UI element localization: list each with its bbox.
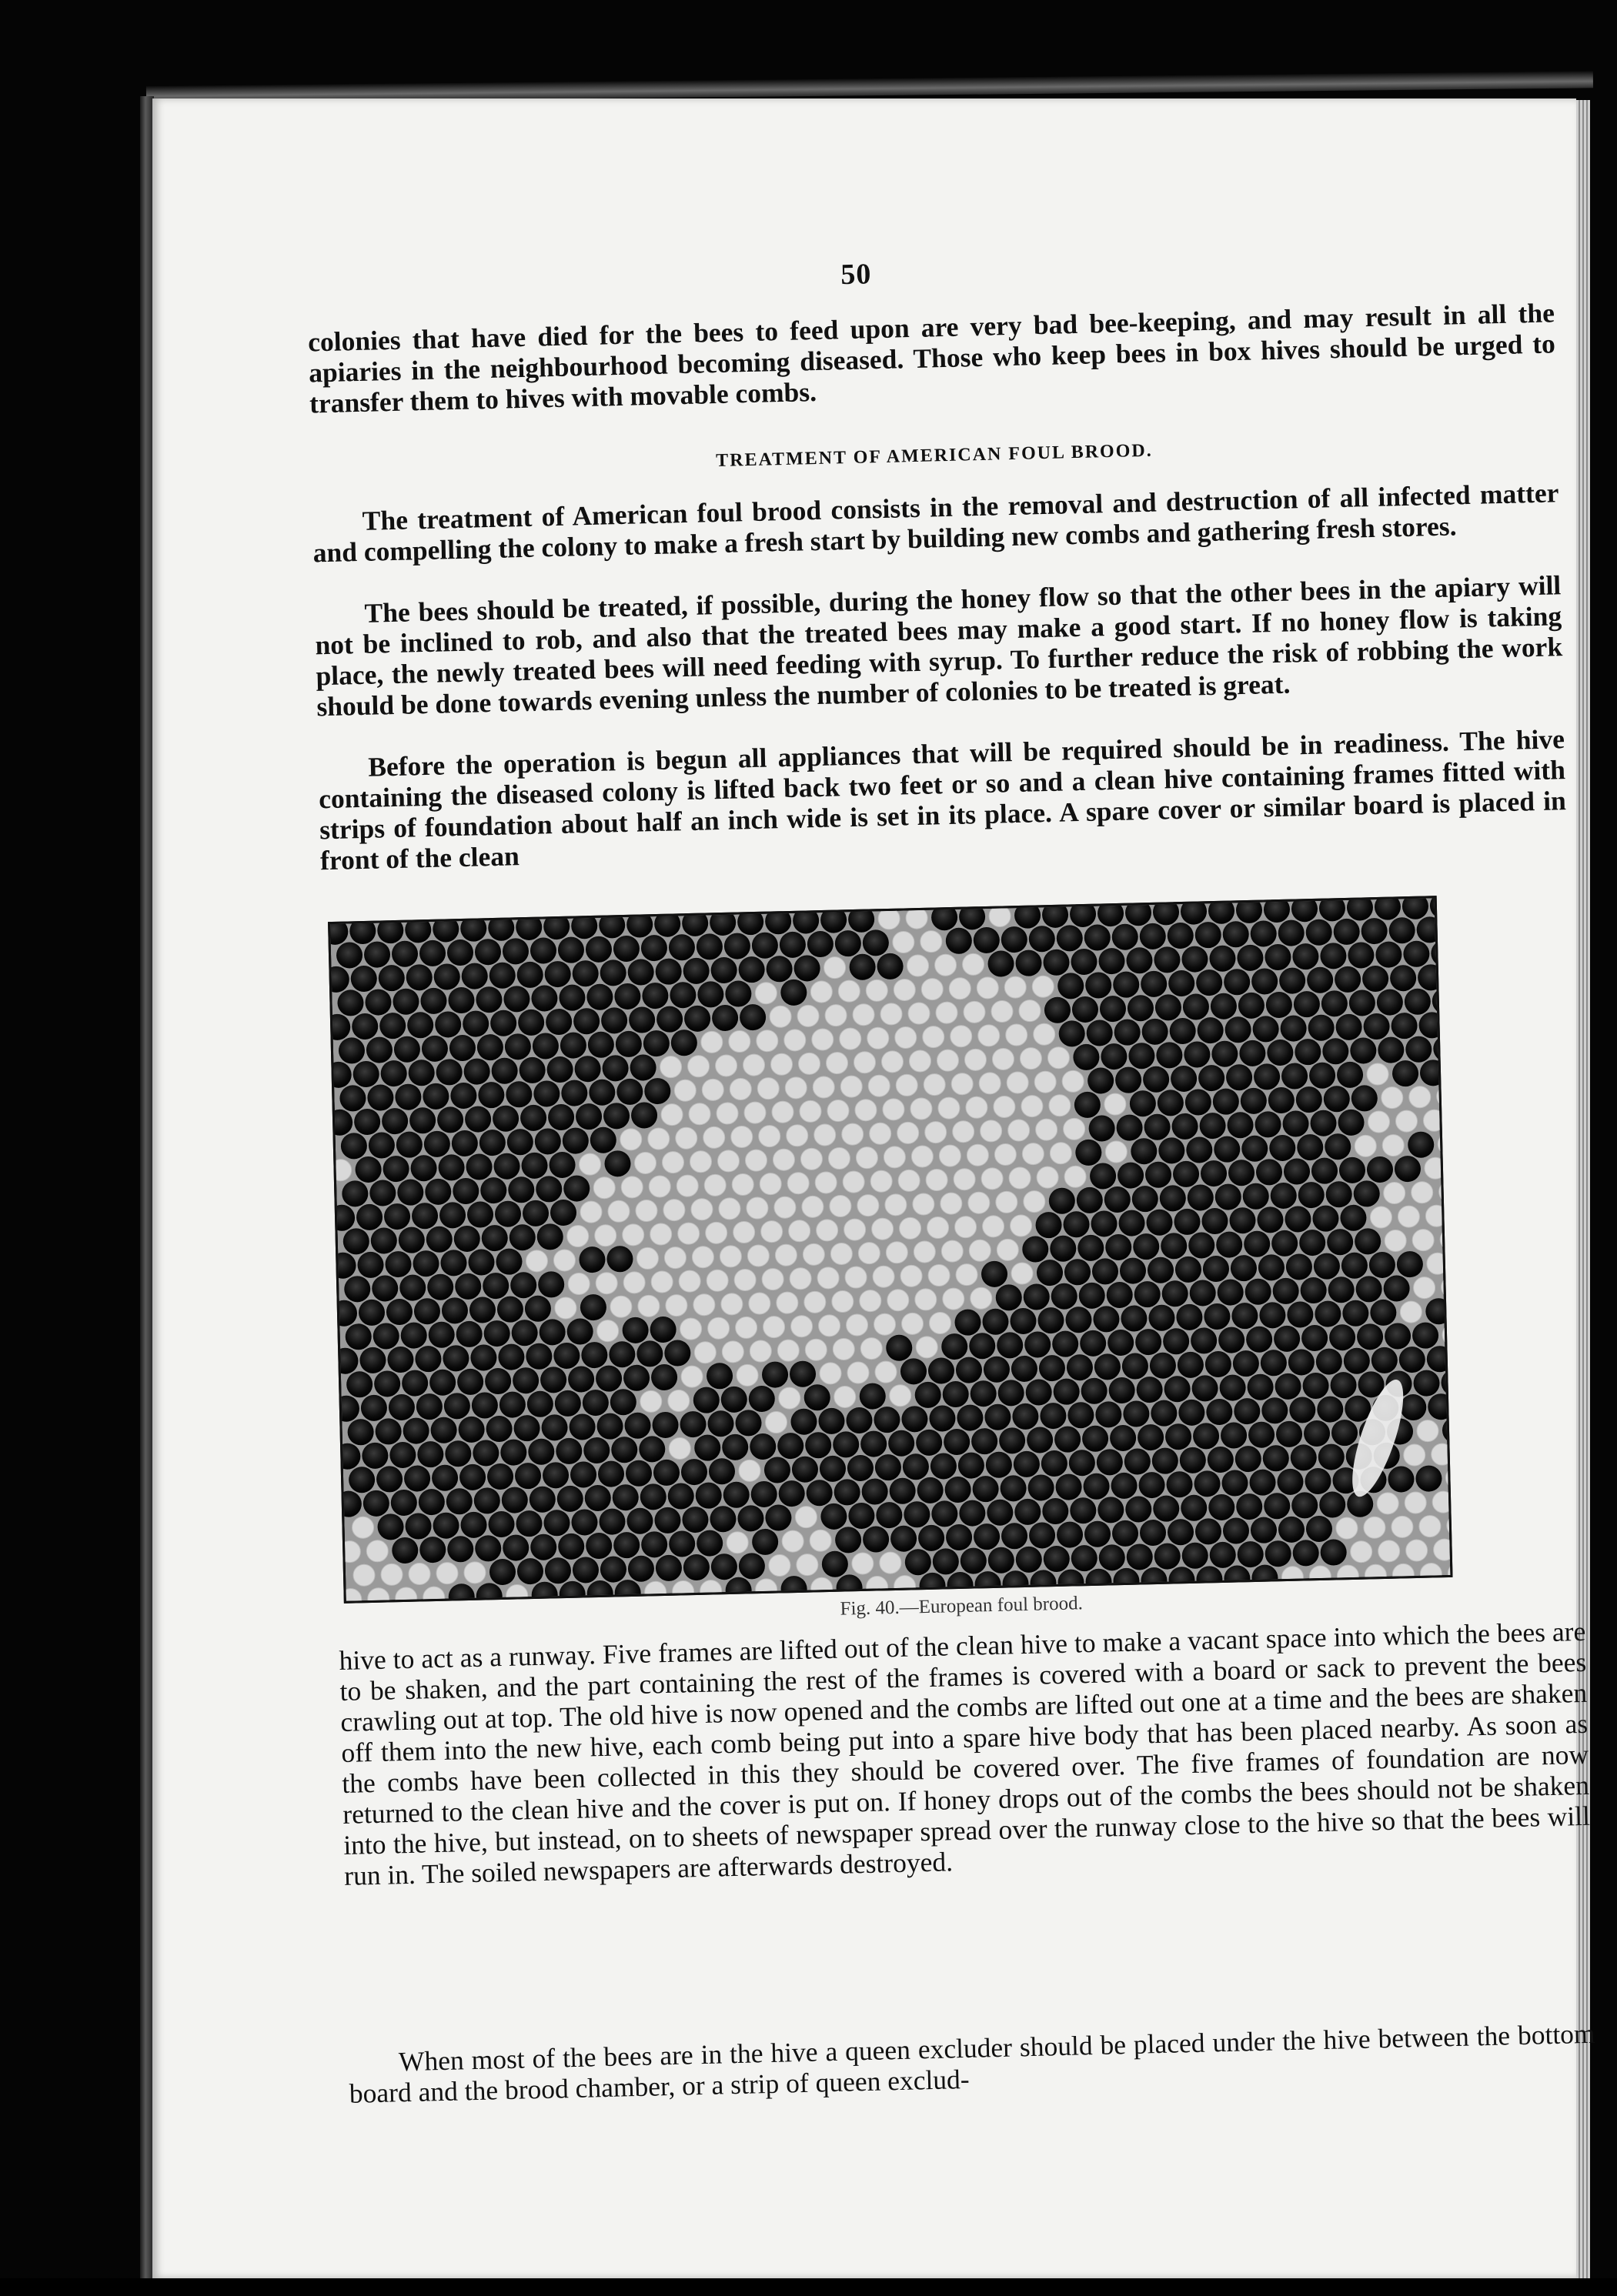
paragraph-honey-flow: The bees should be treated, if possible, during the honey flow so that the other bees in the apiary will not be inclined to rob, and also that the treated bees may make a good start. If no honey flow is taking place, the newly treated bees will need feeding with syrup. To further reduce the risk of robbing the work should be done towards evening unless the number of colonies to be treated is great. bbox=[315, 569, 1563, 723]
section-heading: TREATMENT OF AMERICAN FOUL BROOD. bbox=[715, 440, 1153, 472]
paragraph-queen-excluder: When most of the bees are in the hive a queen excluder should be placed under the hive between the bottom board and the brood chamber, or a strip of queen exclud- bbox=[349, 2017, 1595, 2109]
honeycomb-image bbox=[330, 898, 1450, 1601]
book-page bbox=[152, 98, 1595, 2278]
paragraph-intro: colonies that have died for the bees to feed upon are very bad bee-keeping, and may result in all the apiaries in the neighbourhood becoming diseased. Those who keep bees in box hives should be urged to transfer them to hives with movable combs. bbox=[307, 297, 1556, 419]
paragraph-operation: Before the operation is begun all appliances that will be required should be in readiness. The hive containing the diseased colony is lifted back two feet or so and a clean hive containing frames fitted with strips of foundation about half an inch wide is set in its place. A spare cover or similar board is placed in front of the clean bbox=[318, 723, 1567, 876]
page-content bbox=[127, 83, 1602, 2296]
figure-caption: Fig. 40.—European foul brood. bbox=[840, 1593, 1084, 1620]
paragraph-runway: hive to act as a runway. Five frames are lifted out of the clean hive to make a vacant space into which the bees are to be shaken, and the part containing the rest of the frames is covered with a board or sack to prevent the bees crawling out at top. The old hive is now opened and the combs are lifted out one at a time and the bees are shaken off them into the new hive, each comb being put into a spare hive body that has been placed nearby. As soon as the combs have been collected in this they should be covered over. The five frames of foundation are now returned to the clean hive and the cover is put on. If honey drops out of the combs the bees should not be shaken into the hive, but instead, on to sheets of newspaper spread over the runway close to the hive so that the bees will run in. The soiled newspapers are afterwards destroyed. bbox=[339, 1615, 1591, 1891]
figure-honeycomb-photo bbox=[328, 896, 1452, 1604]
page-number: 50 bbox=[840, 258, 872, 292]
paragraph-treatment: The treatment of American foul brood consists in the removal and destruction of all infected matter and compelling the colony to make a fresh start by building new combs and gathering fresh stores. bbox=[312, 477, 1559, 569]
